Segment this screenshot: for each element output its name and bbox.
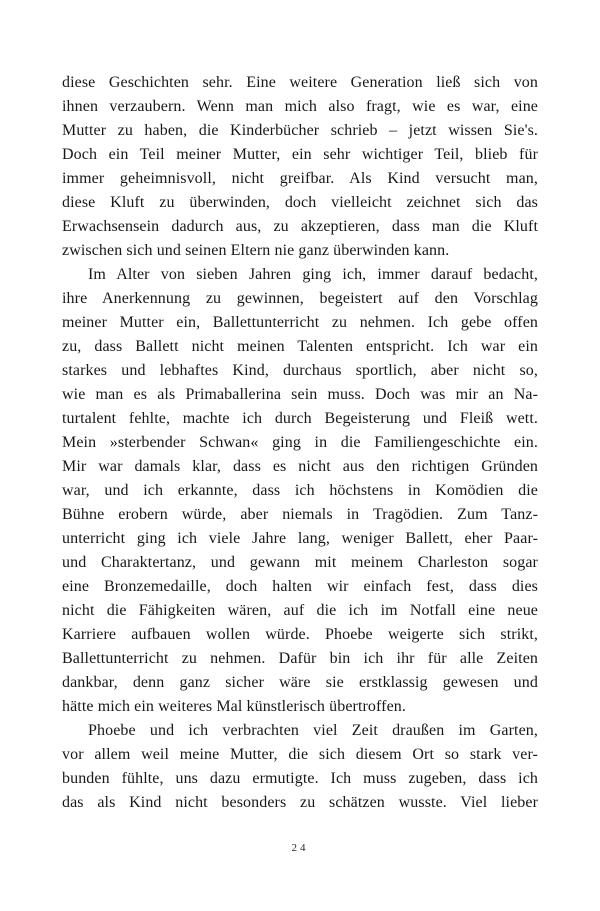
text-line: turtalent fehlte, machte ich durch Begeisterung und Fleiß wett. [62,410,538,427]
text-line: zwischen sich und seinen Eltern nie ganz überwinden kann. [62,242,450,259]
text-line: Doch ein Teil meiner Mutter, ein sehr wichtiger Teil, blieb für [62,146,538,163]
text-line: bunden fühlte, uns dazu ermutigte. Ich muss zugeben, dass ich [62,770,538,787]
text-line: ihnen verzaubern. Wenn man mich also fragt, wie es war, eine [62,98,538,115]
text-line: meiner Mutter ein, Ballettunterricht zu nehmen. Ich gebe offen [62,314,538,331]
text-line: zu, dass Ballett nicht meinen Talenten entspricht. Ich war ein [62,338,538,355]
text-line: immer geheimnisvoll, nicht greifbar. Als Kind versucht man, [62,170,538,187]
paragraph [62,263,538,719]
text-line: diese Kluft zu überwinden, doch vielleicht zeichnet sich das [62,194,538,211]
text-line: eine Bronzemedaille, doch halten wir einfach fest, dass dies [62,578,538,595]
text-line: starkes und lebhaftes Kind, durchaus sportlich, aber nicht so, [62,362,538,379]
text-line: Im Alter von sieben Jahren ging ich, immer darauf bedacht, [88,266,538,283]
text-line: Bühne erobern würde, aber niemals in Tragödien. Zum Tanz- [62,506,538,523]
text-line: diese Geschichten sehr. Eine weitere Generation ließ sich von [62,74,538,91]
text-line: hätte mich ein weiteres Mal künstlerisch übertroffen. [62,698,407,715]
text-line: unterricht ging ich viele Jahre lang, weniger Ballett, eher Paar- [62,530,538,547]
text-line: und Charaktertanz, und gewann mit meinem Charleston sogar [62,554,538,571]
text-line: das als Kind nicht besonders zu schätzen wusste. Viel lieber [62,794,538,811]
body-text [62,71,538,815]
text-line: Karriere aufbauen wollen würde. Phoebe weigerte sich strikt, [62,626,538,643]
text-line: war, und ich erkannte, dass ich höchstens in Komödien die [62,482,538,499]
text-line: Erwachsensein dadurch aus, zu akzeptieren, dass man die Kluft [62,218,538,235]
text-line: ihre Anerkennung zu gewinnen, begeistert auf den Vorschlag [62,290,538,307]
text-line: Ballettunterricht zu nehmen. Dafür bin ich ihr für alle Zeiten [62,650,538,667]
text-line: Mir war damals klar, dass es nicht aus den richtigen Gründen [62,458,538,475]
paragraph [62,719,538,815]
page-number: 24 [291,842,309,854]
text-line: dankbar, denn ganz sicher wäre sie erstklassig gewesen und [62,674,538,691]
text-line: nicht die Fähigkeiten wären, auf die ich im Notfall eine neue [62,602,538,619]
text-line: Mein »sterbender Schwan« ging in die Familiengeschichte ein. [62,434,538,451]
paragraph [62,71,538,263]
text-line: Mutter zu haben, die Kinderbücher schrieb – jetzt wissen Sie's. [62,122,538,139]
text-line: vor allem weil meine Mutter, die sich diesem Ort so stark ver- [62,746,538,763]
text-line: wie man es als Primaballerina sein muss. Doch was mir an Na- [62,386,538,403]
text-line: Phoebe und ich verbrachten viel Zeit draußen im Garten, [88,722,538,739]
